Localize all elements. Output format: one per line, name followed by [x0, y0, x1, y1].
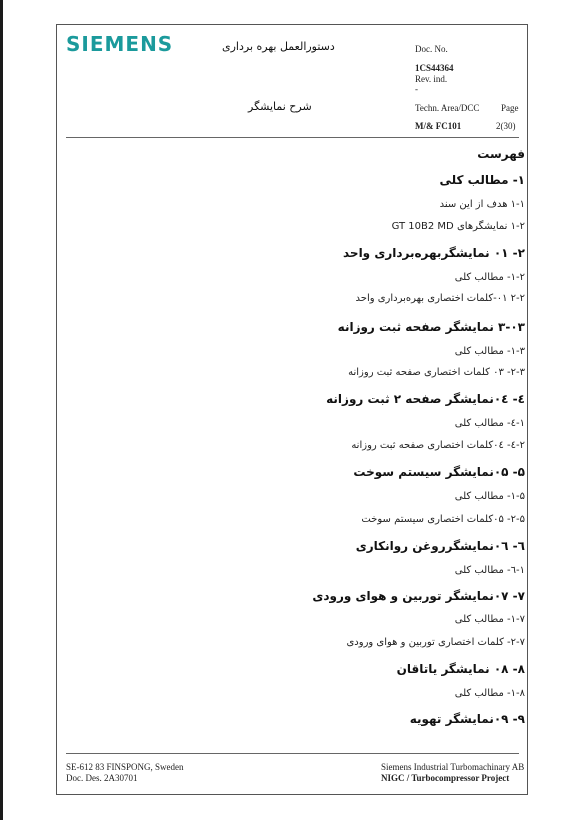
footer-doc-designation: Doc. Des. 2A30701 — [66, 773, 138, 783]
footer-address: SE-612 83 FINSPONG, Sweden — [66, 762, 184, 772]
toc-section: ۱- مطالب کلی — [439, 173, 525, 187]
toc-subsection: ۱-۳- مطالب کلی — [454, 346, 525, 357]
toc-subsection: ۱-٦- مطالب کلی — [454, 565, 525, 576]
page-frame — [56, 24, 528, 795]
area-value: M/& FC101 — [415, 121, 462, 131]
toc-subsection: ۱-۲ نمایشگرهای GT 10B2 MD — [391, 221, 525, 232]
toc-subsection: ۲-۵- ۰۵کلمات اختصاری سیستم سوخت — [361, 514, 525, 525]
siemens-logo: SIEMENS — [66, 32, 174, 56]
page-number: 2(30) — [496, 121, 516, 131]
document-title: دستورالعمل بهره برداری — [222, 40, 335, 53]
document-subtitle: شرح نمایشگر — [248, 100, 312, 113]
toc-subsection: ۱-۷- مطالب کلی — [454, 614, 525, 625]
area-label: Techn. Area/DCC — [415, 103, 480, 113]
toc-subsection: ۱-۱ هدف از این سند — [439, 199, 525, 210]
rev-value: - — [415, 84, 418, 94]
toc-section: ۸- ۰۸ نمایشگر یاتاقان — [396, 662, 525, 676]
toc-subsection: ۲-۳- ۰۳ کلمات اختصاری صفحه ثبت روزانه — [348, 367, 525, 378]
doc-no-value: 1CS44364 — [415, 63, 454, 73]
toc-section: ۳-۰۳ نمایشگر صفحه ثبت روزانه — [337, 320, 525, 334]
doc-no-label: Doc. No. — [415, 44, 448, 54]
rev-label: Rev. ind. — [415, 74, 448, 84]
header-divider — [66, 137, 519, 138]
toc-section: ۷- ۰۷نمایشگر توربین و هوای ورودی — [312, 589, 525, 603]
page-label: Page — [501, 103, 519, 113]
footer-divider — [66, 753, 519, 754]
toc-subsection: ۱-۵- مطالب کلی — [454, 491, 525, 502]
footer-company: Siemens Industrial Turbomachinary AB — [381, 762, 525, 772]
toc-subsection: ۲-۲ ۰۱-کلمات اختصاری بهره‌برداری واحد — [355, 293, 525, 304]
toc-section: ۵- ۰۵نمایشگر سیستم سوخت — [353, 465, 525, 479]
toc-section: ٦- ۰٦نمایشگرروغن روانکاری — [355, 539, 525, 553]
toc-section: ۹- ۰۹نمایشگر تهویه — [409, 712, 525, 726]
toc-subsection: ۱-۲- مطالب کلی — [454, 272, 525, 283]
toc-subsection: ۲-۷- کلمات اختصاری توربین و هوای ورودی — [346, 637, 525, 648]
toc-subsection: ۱-۸- مطالب کلی — [454, 688, 525, 699]
toc-subsection: ۲-٤- ۰٤کلمات اختصاری صفحه ثبت روزانه — [351, 440, 525, 451]
toc-title: فهرست — [477, 147, 525, 161]
toc-subsection: ۱-٤- مطالب کلی — [454, 418, 525, 429]
footer-project: NIGC / Turbocompressor Project — [381, 773, 510, 783]
scan-edge — [0, 0, 3, 820]
toc-section: ۲- ۰۱ نمایشگربهره‌برداری واحد — [342, 246, 525, 260]
toc-section: ٤- ۰٤نمایشگر صفحه ۲ ثبت روزانه — [326, 392, 525, 406]
